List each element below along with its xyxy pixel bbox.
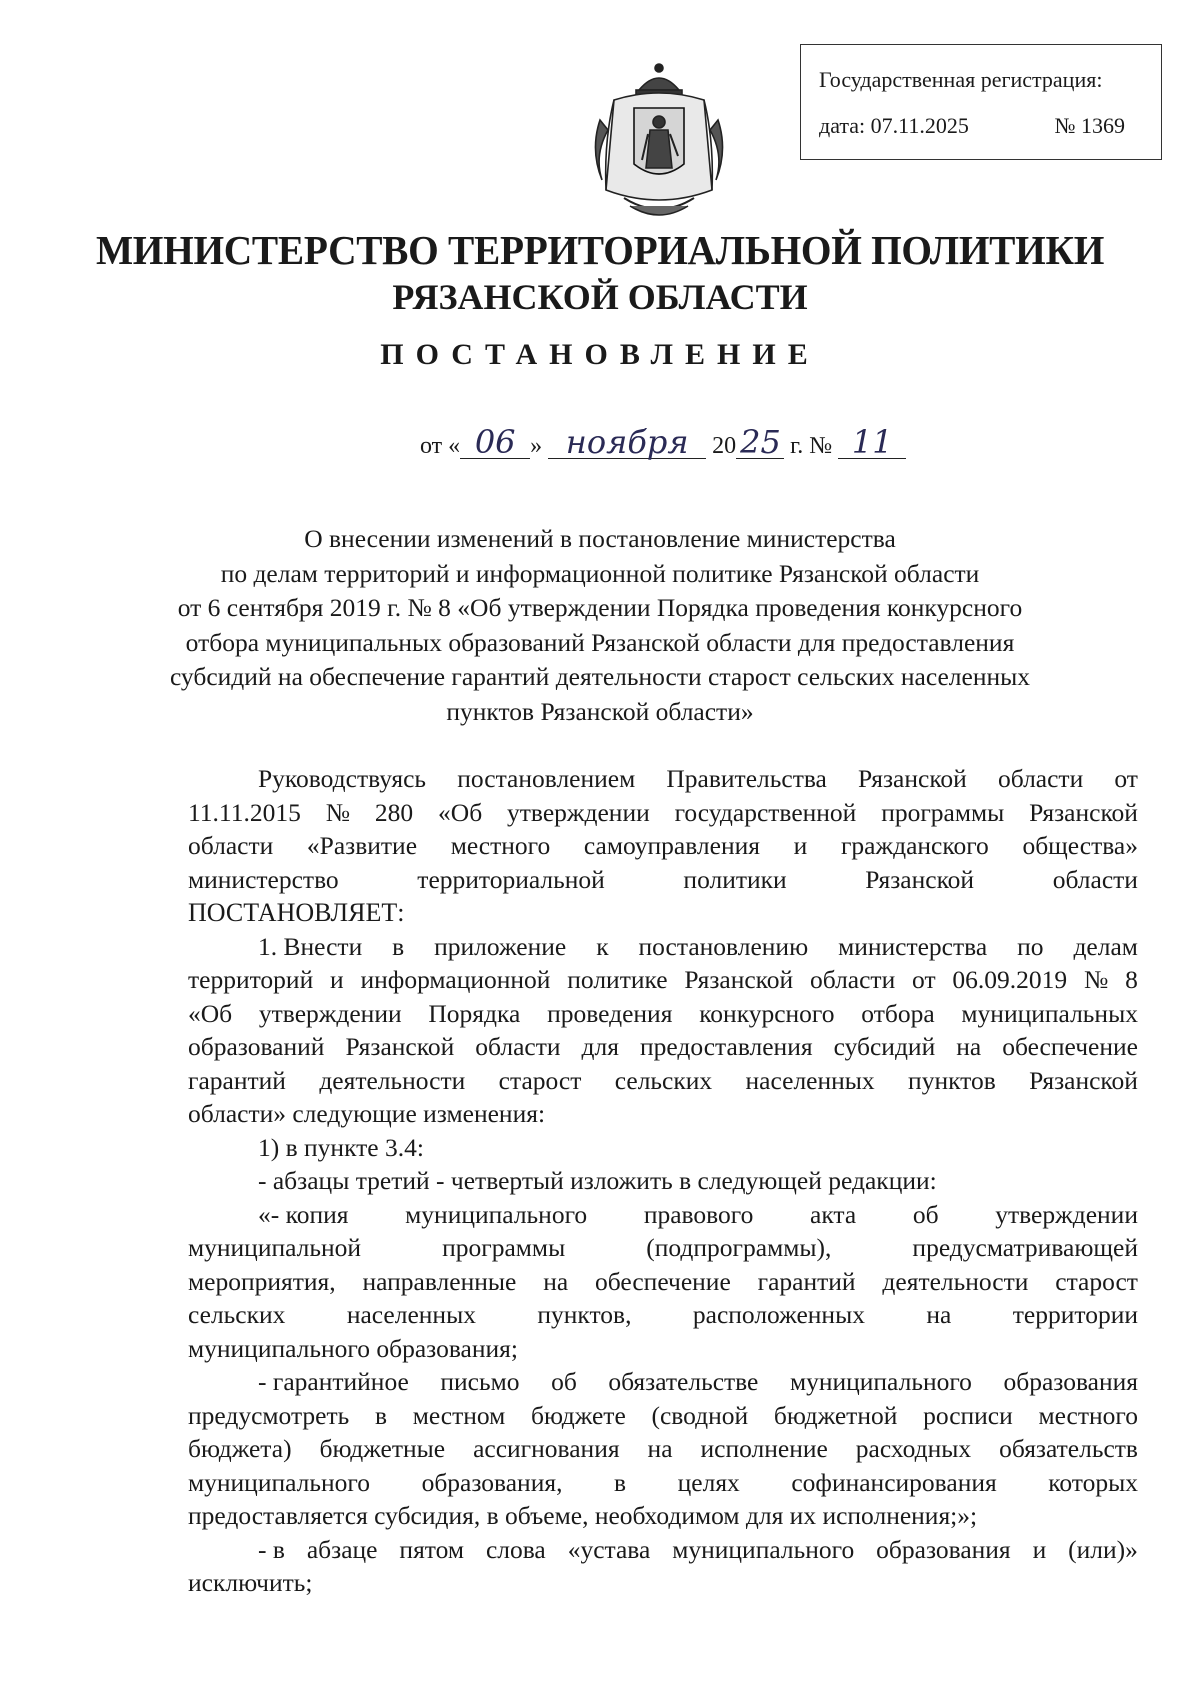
word: муниципального	[188, 1467, 370, 1497]
quote-2-last-line: предоставляется субсидия, в объеме, необходимом для их исполнения;»;	[188, 1501, 978, 1530]
word: министерство	[188, 864, 339, 894]
word: делам	[1073, 931, 1138, 961]
word: целях	[677, 1467, 740, 1497]
word: 11.11.2015	[188, 797, 301, 827]
word: росписи	[923, 1400, 1013, 1430]
word: сельских	[614, 1065, 713, 1095]
word: направленные	[362, 1266, 517, 1296]
word: на	[926, 1300, 952, 1329]
word: местного	[450, 831, 551, 860]
word: отбора	[861, 998, 935, 1028]
subitem-1-b-last-line: исключить;	[188, 1568, 313, 1597]
date-prefix: от «	[420, 433, 461, 459]
word: старост	[1055, 1266, 1138, 1296]
word: обеспечение	[595, 1266, 731, 1296]
word: Рязанской	[1029, 1065, 1138, 1095]
word: населенных	[745, 1065, 875, 1095]
text-line	[188, 829, 1138, 863]
coat-of-arms-icon	[584, 60, 734, 224]
text-line	[188, 1466, 1138, 1500]
title-line: от 6 сентября 2019 г. № 8 «Об утверждении Порядка проведения конкурсного	[177, 593, 1023, 622]
word: министерства	[838, 931, 988, 961]
word: - в	[258, 1534, 285, 1564]
word: «устава	[567, 1534, 651, 1564]
word: населенных	[346, 1300, 476, 1329]
word: - гарантийное	[258, 1367, 409, 1396]
doc-number-handwritten: 11	[838, 426, 906, 459]
word: «Развитие	[306, 831, 418, 860]
word: местного	[1038, 1400, 1138, 1430]
text-line	[188, 796, 1138, 830]
word: субсидий	[833, 1032, 936, 1061]
word: муниципального	[789, 1367, 972, 1396]
word: муниципальной	[188, 1233, 362, 1262]
word: сельских	[188, 1300, 286, 1329]
word: программы	[881, 797, 1005, 827]
word: бюджетной	[773, 1400, 898, 1430]
word: деятельности	[882, 1266, 1029, 1296]
word: территорий	[188, 965, 314, 994]
word: старост	[498, 1065, 582, 1095]
word: Правительства	[666, 764, 827, 793]
text-line	[188, 1298, 1138, 1332]
word: проведения	[547, 998, 673, 1028]
word: гарантий	[188, 1065, 286, 1095]
quote-2-paragraph	[188, 1365, 1138, 1499]
word: письмо	[440, 1367, 520, 1396]
word: программы	[442, 1233, 566, 1262]
word: утверждении	[995, 1199, 1138, 1229]
word: территории	[1012, 1300, 1138, 1329]
subitem-1: 1) в пункте 3.4:	[258, 1132, 424, 1162]
word: образования,	[421, 1467, 563, 1497]
word: предусмотреть	[188, 1400, 350, 1430]
word: территориальной	[417, 864, 605, 894]
word: обязательстве	[608, 1367, 759, 1396]
document-type: ПОСТАНОВЛЕНИЕ	[380, 338, 820, 371]
registration-title: Государственная регистрация:	[819, 67, 1103, 92]
word: абзаце	[306, 1534, 378, 1564]
word: правового	[643, 1199, 754, 1229]
word: софинансирования	[791, 1467, 997, 1497]
word: Порядка	[428, 998, 521, 1028]
word: (сводной	[651, 1400, 749, 1430]
word: и	[793, 831, 808, 860]
word: области	[1052, 864, 1138, 894]
text-line	[188, 1198, 1138, 1232]
word: области	[997, 764, 1084, 793]
date-year-handwritten: 25	[736, 426, 784, 459]
subitem-1-b-paragraph	[188, 1533, 1138, 1567]
date-month-handwritten: ноября	[548, 426, 706, 459]
ministry-region: РЯЗАНСКОЙ ОБЛАСТИ	[392, 277, 808, 317]
title-line: субсидий на обеспечение гарантий деятельности старост сельских населенных	[169, 662, 1031, 691]
text-line	[188, 1265, 1138, 1299]
word: общества»	[1022, 831, 1138, 860]
word: №	[325, 797, 351, 827]
word: утверждении	[507, 797, 650, 827]
word: утверждении	[258, 998, 402, 1028]
word: бюджете	[531, 1400, 626, 1430]
word: обязательств	[999, 1434, 1138, 1463]
ministry-name: МИНИСТЕРСТВО ТЕРРИТОРИАЛЬНОЙ ПОЛИТИКИ	[95, 227, 1105, 273]
word: в	[614, 1467, 627, 1497]
text-line	[188, 930, 1138, 964]
text-line	[188, 762, 1138, 796]
word: (или)»	[1068, 1534, 1138, 1564]
word: политике	[567, 965, 668, 994]
word: пунктов,	[537, 1300, 632, 1329]
word: об	[551, 1367, 577, 1396]
word: Руководствуясь	[258, 764, 427, 793]
word: самоуправления	[583, 831, 760, 860]
word: в	[392, 931, 405, 961]
date-day-handwritten: 06	[460, 426, 530, 459]
text-line	[188, 963, 1138, 997]
text-line	[188, 863, 1138, 897]
word: государственной	[674, 797, 857, 827]
date-year-prefix: 20	[712, 433, 737, 459]
word: 1. Внести	[258, 931, 363, 961]
word: муниципального	[405, 1199, 588, 1229]
text-line	[188, 1533, 1138, 1567]
word: «- копия	[258, 1199, 349, 1229]
word: предоставления	[639, 1032, 813, 1061]
word: слова	[485, 1534, 546, 1564]
word: исполнение	[700, 1434, 828, 1463]
word: образования	[1003, 1367, 1138, 1396]
text-line	[188, 1064, 1138, 1098]
date-year-unit: г. №	[790, 433, 833, 459]
word: к	[596, 931, 609, 961]
word: от	[1114, 764, 1138, 793]
word: и	[1032, 1534, 1047, 1564]
word: муниципальных	[961, 998, 1138, 1028]
text-line	[188, 1030, 1138, 1064]
text-line	[188, 1231, 1138, 1265]
word: Рязанской	[1029, 797, 1138, 827]
word: области	[809, 965, 896, 994]
word: Рязанской	[865, 864, 975, 894]
word: образования	[876, 1534, 1011, 1564]
word: образований	[188, 1032, 325, 1061]
word: акта	[810, 1199, 857, 1229]
registration-stamp	[800, 44, 1162, 160]
word: для	[581, 1032, 619, 1061]
word: пятом	[399, 1534, 465, 1564]
word: предусматривающей	[912, 1233, 1138, 1262]
word: расположенных	[692, 1300, 865, 1329]
title-line: отбора муниципальных образований Рязанской области для предоставления	[185, 627, 1015, 657]
word: №	[1083, 965, 1109, 994]
document-title	[150, 522, 1050, 729]
word: об	[912, 1199, 939, 1229]
word: и	[330, 965, 344, 994]
word: которых	[1048, 1467, 1138, 1497]
date-number-line	[420, 423, 906, 461]
text-line	[188, 1432, 1138, 1466]
intro-paragraph	[188, 762, 1138, 896]
text-line	[188, 1399, 1138, 1433]
word: ассигнования	[473, 1434, 620, 1463]
word: конкурсного	[699, 998, 835, 1028]
word: гарантий	[757, 1266, 856, 1296]
document-body	[188, 762, 1138, 1600]
word: постановлению	[638, 931, 809, 961]
word: бюджетные	[319, 1434, 446, 1463]
word: местном	[412, 1400, 506, 1430]
word: обеспечение	[1002, 1032, 1138, 1061]
registration-date: дата: 07.11.2025	[819, 113, 969, 138]
word: области	[475, 1032, 561, 1061]
word: «Об	[438, 797, 483, 827]
word: Рязанской	[684, 965, 794, 994]
word: бюджета)	[188, 1434, 292, 1463]
word: Рязанской	[345, 1032, 455, 1061]
item-1-paragraph	[188, 930, 1138, 1098]
word: приложение	[434, 931, 567, 961]
word: в	[374, 1400, 388, 1430]
subitem-1-a: - абзацы третий - четвертый изложить в следующей редакции:	[258, 1166, 937, 1195]
item-1-last-line: области» следующие изменения:	[188, 1099, 546, 1128]
title-line: по делам территорий и информационной политике Рязанской области	[220, 558, 980, 588]
title-line: пунктов Рязанской области»	[446, 696, 754, 726]
word: на	[647, 1434, 673, 1463]
word: муниципального	[672, 1534, 855, 1564]
word: 06.09.2019	[952, 965, 1068, 994]
word: области	[188, 831, 274, 860]
word: мероприятия,	[188, 1266, 336, 1296]
text-line	[188, 997, 1138, 1031]
date-mid: »	[530, 433, 543, 459]
word: на	[956, 1032, 982, 1061]
quote-1-paragraph	[188, 1198, 1138, 1332]
word: гражданского	[840, 831, 989, 860]
word: деятельности	[319, 1065, 466, 1095]
word: 8	[1125, 965, 1138, 994]
quote-1-last-line: муниципального образования;	[188, 1333, 518, 1363]
resolves-word: ПОСТАНОВЛЯЕТ:	[188, 898, 405, 927]
word: от	[912, 965, 936, 994]
word: постановлением	[457, 764, 636, 793]
word: «Об	[188, 998, 233, 1028]
registration-number: № 1369	[1054, 113, 1125, 138]
word: 280	[374, 797, 414, 827]
word: по	[1017, 931, 1044, 961]
title-line: О внесении изменений в постановление министерства	[304, 524, 896, 553]
word: информационной	[360, 965, 551, 994]
word: на	[543, 1266, 569, 1296]
word: пунктов	[908, 1065, 996, 1095]
word: политики	[683, 864, 787, 894]
word: Рязанской	[858, 764, 967, 793]
word: (подпрограммы),	[646, 1233, 832, 1262]
text-line	[188, 1365, 1138, 1399]
word: расходных	[855, 1434, 972, 1463]
